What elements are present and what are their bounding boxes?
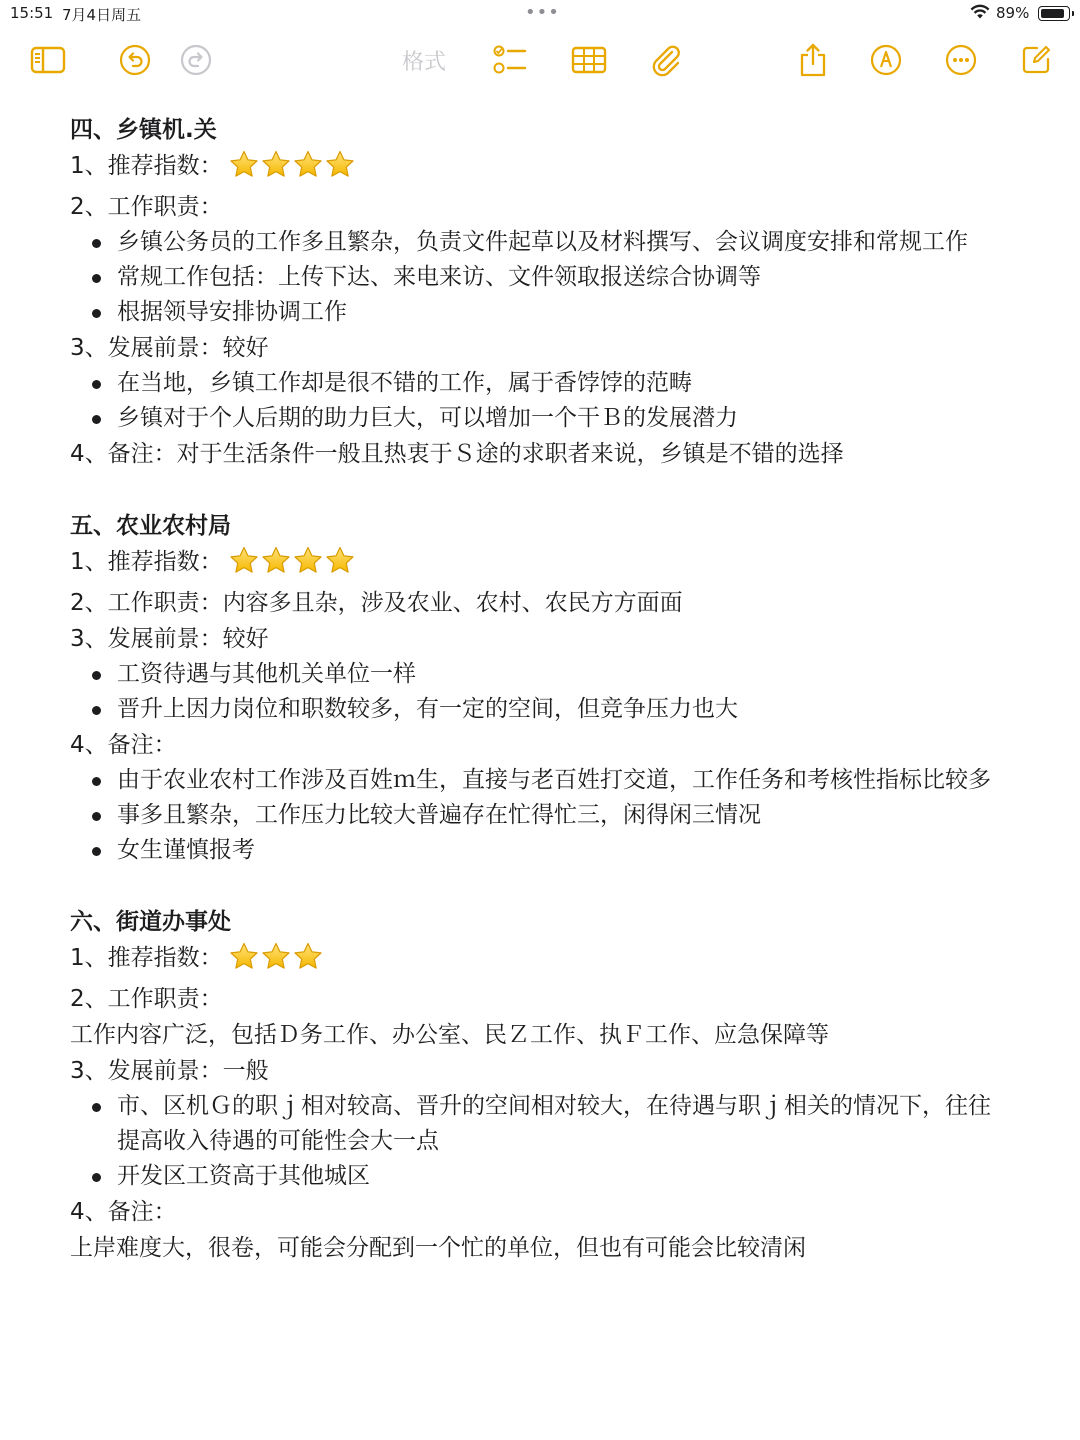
wifi-icon	[970, 4, 990, 24]
note-label: 4、备注：对于生活条件一般且热衷于Ｓ途的求职者来说，乡镇是不错的选择	[70, 441, 844, 467]
star-icon	[229, 150, 259, 189]
list-item: 开发区工资高于其他城区	[117, 1159, 1000, 1194]
rating-label: 1、推荐指数：	[70, 945, 223, 971]
star-icon	[325, 546, 355, 585]
note-label: 4、备注：	[70, 1199, 177, 1225]
star-icon	[229, 942, 259, 981]
section-township	[70, 112, 1000, 472]
status-bar	[0, 0, 1080, 28]
battery-icon	[1038, 6, 1070, 21]
list-item: 乡镇对于个人后期的助力巨大，可以增加一个干Ｂ的发展潜力	[117, 401, 1000, 436]
rating-label: 1、推荐指数：	[70, 153, 223, 179]
rating-line	[70, 148, 1000, 189]
multitasking-dots[interactable]: •••	[525, 2, 560, 23]
duty-text: 工作内容广泛，包括Ｄ务工作、办公室、民Ｚ工作、执Ｆ工作、应急保障等	[70, 1022, 829, 1048]
undo-icon[interactable]	[115, 40, 155, 80]
section-agriculture-bureau	[70, 508, 1000, 868]
duty-label: 2、工作职责：	[70, 194, 223, 220]
rating-line	[70, 544, 1000, 585]
prospect-label: 3、发展前景：较好	[70, 626, 269, 652]
note-body[interactable]	[70, 112, 1000, 1302]
table-icon[interactable]	[569, 40, 609, 80]
prospect-label: 3、发展前景：一般	[70, 1058, 269, 1084]
list-item: 根据领导安排协调工作	[117, 295, 1000, 330]
star-icon	[293, 546, 323, 585]
format-button[interactable]: 格式	[401, 49, 446, 75]
star-icon	[293, 150, 323, 189]
section-street-office	[70, 904, 1000, 1266]
rating-label: 1、推荐指数：	[70, 549, 223, 575]
star-icon	[229, 546, 259, 585]
star-icon	[261, 942, 291, 981]
battery-percent: 89%	[996, 4, 1030, 22]
duty-label: 2、工作职责：内容多且杂，涉及农业、农村、农民方方面面	[70, 590, 683, 616]
notes-toolbar	[0, 40, 1080, 84]
prospect-list	[70, 1089, 1000, 1194]
list-item: 女生谨慎报考	[117, 833, 1000, 868]
prospect-list	[70, 366, 1000, 436]
redo-icon[interactable]	[176, 40, 216, 80]
star-rating	[229, 150, 355, 189]
star-icon	[261, 546, 291, 585]
list-item: 工资待遇与其他机关单位一样	[117, 657, 1000, 692]
note-label: 4、备注：	[70, 732, 177, 758]
rating-line	[70, 940, 1000, 981]
status-date: 7月4日周五	[62, 6, 142, 24]
section-title: 六、街道办事处	[70, 909, 231, 935]
checklist-icon[interactable]	[490, 40, 530, 80]
star-rating	[229, 942, 323, 981]
markup-pen-icon[interactable]	[866, 40, 906, 80]
duty-list	[70, 225, 1000, 330]
share-icon[interactable]	[793, 40, 833, 80]
compose-icon[interactable]	[1016, 40, 1056, 80]
list-item: 常规工作包括：上传下达、来电来访、文件领取报送综合协调等	[117, 260, 1000, 295]
list-item: 市、区机Ｇ的职ｊ相对较高、晋升的空间相对较大，在待遇与职ｊ相关的情况下，往往提高收入待遇的可能性会大一点	[117, 1089, 1000, 1159]
list-item: 晋升上因力岗位和职数较多，有一定的空间，但竞争压力也大	[117, 692, 1000, 727]
prospect-label: 3、发展前景：较好	[70, 335, 269, 361]
star-rating	[229, 546, 355, 585]
section-title: 五、农业农村局	[70, 513, 231, 539]
list-item: 由于农业农村工作涉及百姓ｍ生，直接与老百姓打交道，工作任务和考核性指标比较多	[117, 763, 1000, 798]
more-options-icon[interactable]	[941, 40, 981, 80]
note-list	[70, 763, 1000, 868]
note-text: 上岸难度大，很卷，可能会分配到一个忙的单位，但也有可能会比较清闲	[70, 1235, 806, 1261]
star-icon	[261, 150, 291, 189]
list-item: 乡镇公务员的工作多且繁杂，负责文件起草以及材料撰写、会议调度安排和常规工作	[117, 225, 1000, 260]
duty-label: 2、工作职责：	[70, 986, 223, 1012]
attachment-icon[interactable]	[646, 40, 686, 80]
list-item: 在当地，乡镇工作却是很不错的工作，属于香饽饽的范畴	[117, 366, 1000, 401]
section-title: 四、乡镇机.关	[70, 117, 217, 143]
prospect-list	[70, 657, 1000, 727]
star-icon	[325, 150, 355, 189]
sidebar-toggle-icon[interactable]	[28, 40, 68, 80]
status-time: 15:51	[10, 4, 54, 22]
list-item: 事多且繁杂，工作压力比较大普遍存在忙得忙三，闲得闲三情况	[117, 798, 1000, 833]
star-icon	[293, 942, 323, 981]
